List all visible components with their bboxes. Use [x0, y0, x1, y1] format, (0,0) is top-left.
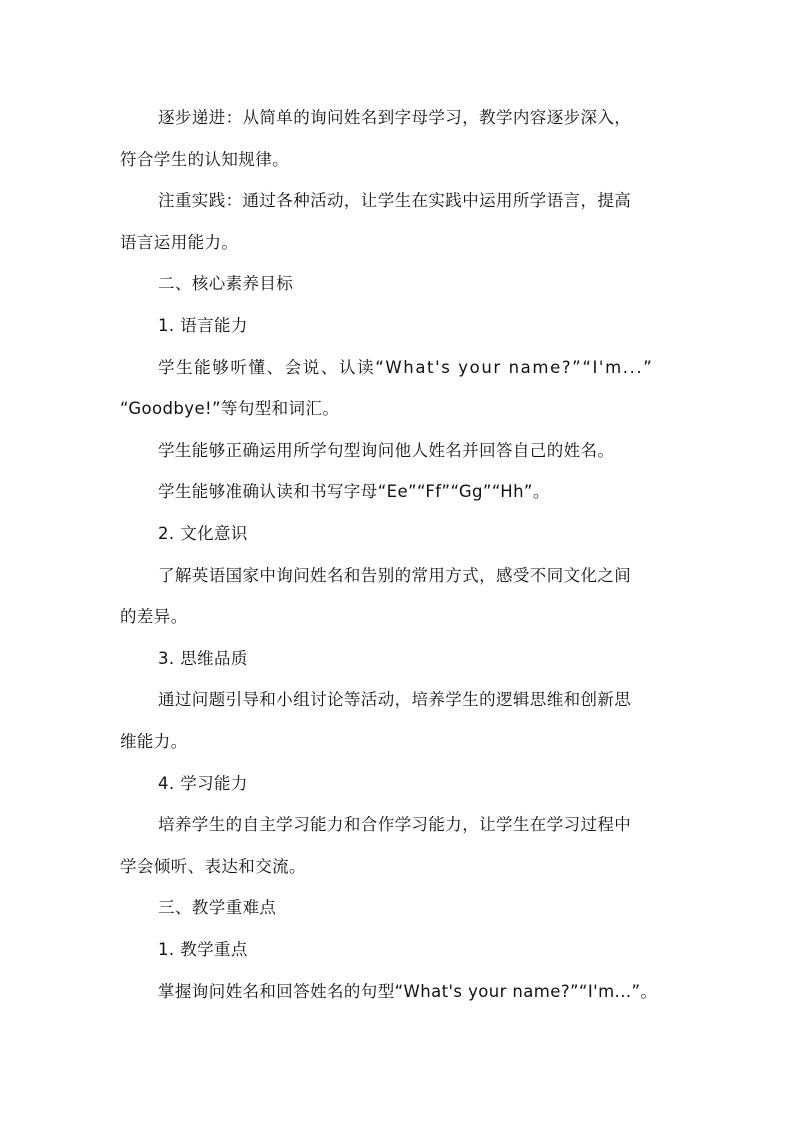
paragraph-line: 学生能够听懂、会说、认读“What's your name?”“I'm...” — [158, 358, 654, 377]
paragraph-line: 学生能够正确运用所学句型询问他人姓名并回答自己的姓名。 — [158, 441, 615, 460]
paragraph-line: 了解英语国家中询问姓名和告别的常用方式，感受不同文化之间 — [158, 566, 632, 585]
subsection-heading: 2. 文化意识 — [158, 524, 248, 543]
paragraph-line: “Goodbye!”等句型和词汇。 — [120, 399, 340, 418]
paragraph-line: 通过问题引导和小组讨论等活动，培养学生的逻辑思维和创新思 — [158, 690, 632, 709]
paragraph-line: 维能力。 — [120, 732, 188, 751]
paragraph-line: 语言运用能力。 — [120, 233, 239, 252]
subsection-heading: 3. 思维品质 — [158, 649, 248, 668]
paragraph-line: 学生能够准确认读和书写字母“Ee”“Ff”“Gg”“Hh”。 — [158, 482, 550, 501]
paragraph-line: 掌握询问姓名和回答姓名的句型“What's your name?”“I'm...”。 — [158, 982, 658, 1001]
paragraph-line: 培养学生的自主学习能力和合作学习能力，让学生在学习过程中 — [158, 815, 632, 834]
paragraph-line: 的差异。 — [120, 607, 188, 626]
paragraph-line: 逐步递进：从简单的询问姓名到字母学习，教学内容逐步深入， — [158, 108, 632, 127]
subsection-heading: 1. 语言能力 — [158, 316, 248, 335]
section-heading: 二、核心素养目标 — [158, 274, 294, 293]
section-heading: 三、教学重难点 — [158, 898, 277, 917]
paragraph-line: 注重实践：通过各种活动，让学生在实践中运用所学语言，提高 — [158, 191, 632, 210]
paragraph-line: 符合学生的认知规律。 — [120, 150, 289, 169]
subsection-heading: 4. 学习能力 — [158, 774, 248, 793]
subsection-heading: 1. 教学重点 — [158, 940, 248, 959]
paragraph-line: 学会倾听、表达和交流。 — [120, 857, 306, 876]
